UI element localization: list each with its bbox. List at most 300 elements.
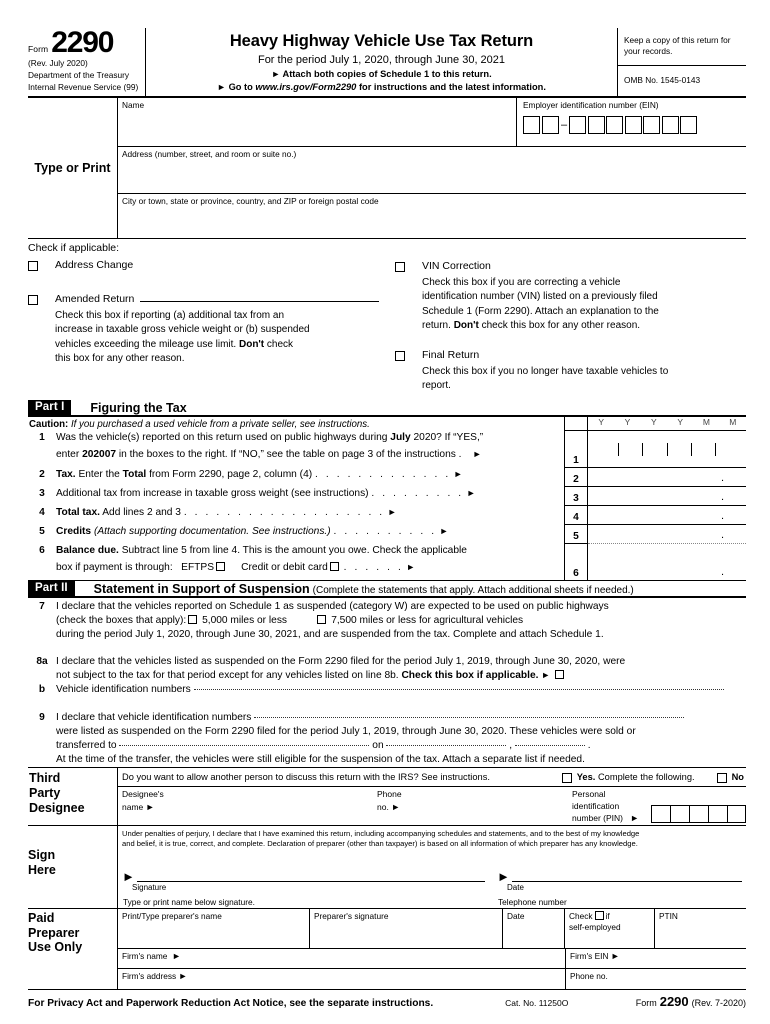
self-employed-if-label: if — [605, 911, 610, 922]
header-form-identity — [28, 28, 146, 96]
grid-num-4: 4 — [565, 506, 587, 525]
telephone-caption: Telephone number — [498, 897, 567, 908]
sign-label-line1: Sign — [28, 848, 56, 863]
transferred-to-writeline[interactable] — [119, 745, 369, 746]
tpd-label-line3: Designee — [29, 800, 85, 815]
preparer-signature-field[interactable] — [310, 909, 503, 948]
goto-instruction — [152, 82, 611, 92]
final-return-description — [422, 365, 738, 393]
part-2-body — [28, 600, 746, 767]
line-6-cont — [28, 561, 564, 580]
firm-name-caption: Firm's name — [122, 951, 168, 962]
decimal-dot: . — [720, 472, 724, 485]
paid-preparer-section — [28, 909, 746, 990]
designee-name-field[interactable] — [118, 787, 373, 825]
amended-desc-line2: increase in taxable gross vehicle weight or (b) suspended — [55, 324, 310, 336]
header-title-block — [146, 28, 618, 96]
name-caption: Name — [122, 100, 145, 111]
self-employed-check-label: Check — [569, 911, 593, 922]
ym-header-m2: M — [729, 417, 737, 428]
line-3-amount[interactable] — [588, 487, 746, 506]
preparer-name-field[interactable] — [118, 909, 310, 948]
tax-period: For the period July 1, 2020, through June 30, 2021 — [257, 54, 506, 66]
self-employed-field[interactable] — [565, 909, 655, 948]
line-9 — [28, 711, 746, 723]
ym-header-y4: Y — [677, 417, 683, 428]
arrow-icon: ► — [387, 507, 397, 518]
date-cell[interactable] — [618, 443, 642, 456]
third-party-no-label: No — [731, 772, 744, 783]
third-party-fields — [118, 787, 746, 825]
signature-writeline[interactable] — [137, 871, 485, 882]
transfer-date-writeline[interactable] — [386, 745, 506, 746]
ein-box[interactable] — [542, 116, 559, 134]
pin-boxes[interactable] — [651, 789, 746, 825]
taxpayer-fields — [118, 98, 746, 238]
address-change-checkbox[interactable] — [28, 261, 38, 271]
pin-box[interactable] — [670, 805, 689, 823]
grid-num-3: 3 — [565, 487, 587, 506]
ein-boxes[interactable] — [523, 116, 746, 134]
designee-name-caption-1: Designee's — [122, 789, 164, 800]
signature-line[interactable] — [122, 869, 485, 885]
ein-box[interactable] — [680, 116, 697, 134]
caution-label: Caution: — [29, 419, 69, 431]
line-9-label: I declare that vehicle identification numbers — [56, 712, 252, 724]
self-employed-label: self-employed — [569, 922, 621, 933]
sign-here-label — [28, 826, 118, 908]
line-9-cont-2 — [28, 753, 746, 765]
pin-box[interactable] — [689, 805, 708, 823]
line-8a — [28, 655, 746, 667]
sign-label-line2: Here — [28, 862, 56, 877]
third-party-yes-checkbox[interactable] — [562, 773, 572, 783]
footer-revision: (Rev. 7-2020) — [691, 998, 746, 1009]
ein-box[interactable] — [588, 116, 605, 134]
ym-header-y1: Y — [598, 417, 604, 428]
ein-box[interactable] — [523, 116, 540, 134]
line-6-amount[interactable] — [588, 544, 746, 580]
line-2-number: 2 — [39, 469, 45, 481]
line-8a-text-a: I declare that the vehicles listed as suspended on the Form 2290 filed for the period July 1, 2019, through June 30, 2020, were — [56, 656, 626, 668]
third-party-no-checkbox[interactable] — [717, 773, 727, 783]
year-month-header — [588, 417, 746, 431]
leader-dots: . . . . . . . . . . — [333, 526, 437, 538]
amended-return-row[interactable] — [28, 293, 379, 305]
firm-phone-field[interactable] — [566, 969, 746, 989]
part-2-note: (Complete the statements that apply. Attach additional sheets if needed.) — [312, 584, 634, 596]
check-column-left — [28, 242, 387, 393]
check-if-applicable-heading: Check if applicable: — [28, 242, 120, 255]
line-2-amount[interactable] — [588, 468, 746, 487]
line-4 — [28, 506, 564, 525]
miles-7500-label: 7,500 miles or less for agricultural vehicles — [331, 615, 524, 627]
line-1-text-a: Was the vehicle(s) reported on this return used on public highways during July 2020? If “YES,” — [56, 432, 484, 444]
line-8a-text-b: not subject to the tax for that period except for any vehicles listed on line 8b. Check this box if applicable. ► — [56, 669, 746, 681]
preparer-row-1 — [118, 909, 746, 949]
third-party-designee-body — [118, 768, 746, 825]
paid-preparer-label — [28, 909, 118, 989]
decimal-dot: . — [720, 566, 724, 579]
part-1-bar — [28, 400, 746, 417]
grid-num-6: 6 — [573, 568, 579, 580]
final-desc-line2: report. — [422, 380, 451, 392]
keep-copy-note: Keep a copy of this return for your records. — [618, 28, 746, 66]
header-omb-block — [618, 28, 746, 96]
preparer-signature-caption: Preparer's signature — [314, 911, 389, 922]
decimal-dot: . — [720, 491, 724, 504]
line-8b-writeline[interactable] — [194, 689, 724, 690]
form-word-label: Form — [28, 44, 49, 55]
paid-preparer-body — [118, 909, 746, 989]
line-5-amount[interactable] — [588, 525, 746, 544]
attach-instruction — [152, 69, 611, 79]
line-6-text-a: Balance due. Subtract line 5 from line 4. This is the amount you owe. Check the applicable — [56, 545, 467, 557]
vin-desc-line1: Check this box if you are correcting a vehicle — [422, 277, 621, 289]
amended-return-label: Amended Return — [55, 293, 135, 306]
city-field[interactable] — [118, 194, 746, 238]
line-9-number-spacer — [28, 725, 56, 737]
line-1-number-spacer — [28, 448, 56, 468]
type-or-print-section — [28, 98, 746, 239]
line-8b — [28, 683, 746, 695]
preparer-name-caption: Print/Type preparer's name — [122, 911, 222, 922]
signature-block — [122, 871, 497, 892]
signature-date-block — [497, 871, 742, 892]
pin-box[interactable] — [727, 805, 746, 823]
line-9-transfer — [28, 739, 746, 751]
line-8a-cont — [28, 669, 746, 681]
type-print-caption: Type or print name below signature. — [123, 897, 255, 908]
perjury-statement — [122, 829, 742, 849]
line-3-number: 3 — [39, 488, 45, 500]
footer-form-word: Form — [635, 998, 657, 1009]
transferred-to-label: transferred to — [56, 740, 117, 752]
perjury-line2: and belief, it is true, correct, and complete. Declaration of preparer (other than taxpayer) is based on all information of which preparer has any knowledge. — [122, 839, 638, 849]
arrow-icon: ► — [391, 801, 401, 812]
ein-box[interactable] — [625, 116, 642, 134]
check-column-right — [387, 242, 746, 393]
arrow-icon: ► — [472, 449, 482, 460]
signature-rows — [122, 871, 742, 892]
line-7-number: 7 — [39, 601, 45, 613]
date-caption: Date — [507, 883, 524, 893]
goto-prefix: Go to — [228, 82, 256, 92]
dept-line-1: Department of the Treasury — [28, 70, 129, 80]
line-3-text: Additional tax from increase in taxable gross weight (see instructions) . . . . . . . . . ► — [56, 488, 476, 500]
part-2-tag: Part II — [28, 581, 75, 596]
arrow-icon: ► — [271, 69, 281, 79]
designee-name-caption-2: name ► — [122, 801, 155, 812]
firm-name-field[interactable] — [118, 949, 566, 968]
miles-7500-checkbox[interactable] — [317, 615, 326, 624]
attach-instruction-text: Attach both copies of Schedule 1 to this return. — [282, 69, 492, 79]
footer-form-number: 2290 — [659, 994, 689, 1010]
vin-correction-label: VIN Correction — [422, 260, 491, 273]
caution-text: If you purchased a used vehicle from a private seller, see instructions. — [68, 419, 370, 431]
firm-address-caption: Firm's address — [122, 971, 177, 982]
part-1-body — [28, 417, 746, 581]
sign-here-section — [28, 826, 746, 909]
ym-header-y2: Y — [624, 417, 631, 428]
final-desc-line1: Check this box if you no longer have taxable vehicles to — [422, 365, 669, 377]
address-change-row[interactable] — [28, 259, 379, 271]
credit-debit-card-checkbox[interactable] — [330, 562, 339, 571]
line-1-date-entry[interactable] — [588, 431, 746, 468]
preparer-date-caption: Date — [507, 911, 525, 922]
line-6-payment-options: box if payment is through: EFTPS Credit or debit card . . . . . . ► — [56, 562, 416, 574]
signature-footer — [122, 892, 742, 907]
line-8b-entry — [56, 683, 746, 695]
final-return-checkbox[interactable] — [395, 351, 405, 361]
amended-return-checkbox[interactable] — [28, 295, 38, 305]
arrow-icon: ► — [217, 82, 226, 92]
amended-return-writeline[interactable] — [140, 301, 379, 302]
line-3 — [28, 487, 564, 506]
line-7-mileage-options: (check the boxes that apply): 5,000 miles or less 7,500 miles or less for agricultural vehicles — [56, 615, 524, 627]
date-cell[interactable] — [595, 443, 618, 456]
name-ein-row — [118, 98, 746, 147]
date-cells[interactable] — [588, 431, 746, 467]
grid-num-2: 2 — [565, 468, 587, 487]
ptin-field[interactable] — [655, 909, 746, 948]
final-return-label: Final Return — [422, 348, 480, 361]
privacy-notice: For Privacy Act and Paperwork Reduction Act Notice, see the separate instructions. — [28, 998, 434, 1010]
line-2 — [28, 468, 564, 487]
form-footer — [28, 990, 746, 1009]
line-8a-number-spacer — [28, 669, 56, 681]
decimal-dot: . — [720, 510, 724, 523]
numcol-header-spacer — [565, 417, 587, 431]
ein-caption: Employer identification number (EIN) — [523, 100, 659, 111]
form-revision: (Rev. July 2020) — [28, 58, 88, 69]
vin-desc-line2: identification number (VIN) listed on a previously filed — [422, 291, 658, 303]
line-7 — [28, 600, 746, 612]
spacer — [28, 271, 379, 293]
line-9-cont-1 — [28, 725, 746, 737]
name-field[interactable] — [118, 98, 517, 146]
designee-phone-field[interactable] — [373, 787, 568, 825]
pin-caption-1: Personal identification — [572, 789, 620, 811]
vin-correction-checkbox[interactable] — [395, 262, 405, 272]
leader-dots: . . . . . . . . . . . . . . . . . . . — [183, 507, 385, 519]
arrow-icon: ► — [172, 951, 181, 962]
arrow-icon: ► — [630, 813, 640, 824]
triangle-pointer-icon: ► — [122, 869, 135, 885]
eftps-label: EFTPS — [181, 562, 214, 574]
goto-suffix: for instructions and the latest information. — [356, 82, 546, 92]
grid-num-5: 5 — [565, 525, 587, 544]
pin-captions — [572, 789, 647, 825]
amended-return-description — [55, 309, 379, 366]
vin-correction-row[interactable] — [395, 260, 738, 272]
vin-desc-line4: return. Don't check this box for any other reason. — [422, 319, 641, 331]
caution-note — [28, 417, 564, 431]
line-9-transfer-entry: transferred to on , . — [56, 740, 591, 752]
ein-box[interactable] — [662, 116, 679, 134]
amended-desc-line1: Check this box if reporting (a) additional tax from an — [55, 310, 284, 322]
omb-number: OMB No. 1545-0143 — [624, 74, 701, 85]
check-if-applicable-section — [28, 239, 746, 393]
part-2-bar — [28, 581, 746, 598]
line-7-number-spacer2 — [28, 628, 56, 640]
amended-desc-line4: this box for any other reason. — [55, 352, 185, 364]
part-2-title: Statement in Support of Suspension — [93, 582, 310, 597]
tpd-label-line2: Party — [29, 785, 61, 800]
triangle-pointer-icon: ► — [497, 869, 510, 885]
firm-address-field[interactable] — [118, 969, 566, 989]
spacer — [395, 333, 738, 349]
line-1 — [28, 431, 564, 448]
arrow-icon: ► — [541, 670, 551, 681]
ptin-caption: PTIN — [659, 911, 678, 922]
firm-phone-caption: Phone no. — [570, 971, 608, 982]
line-7-number-spacer — [28, 614, 56, 626]
date-cell[interactable] — [667, 443, 691, 456]
preparer-row-2 — [118, 949, 746, 969]
part-1-lines — [28, 417, 564, 580]
third-party-designee-section — [28, 767, 746, 826]
arrow-icon: ► — [439, 526, 449, 537]
preparer-date-field[interactable] — [503, 909, 565, 948]
line-1-number: 1 — [39, 432, 45, 444]
line-2-text: Tax. Enter the Total from Form 2290, page 2, column (4) . . . . . . . . . . . . . ► — [56, 469, 463, 481]
pp-label-line3: Use Only — [28, 940, 83, 955]
line-7-text-a: I declare that the vehicles reported on Schedule 1 as suspended (category W) are expected to be used on public highways — [56, 601, 609, 613]
line-8a-number: 8a — [36, 656, 48, 668]
eftps-checkbox[interactable] — [216, 562, 225, 571]
arrow-icon: ► — [466, 488, 476, 499]
ein-dash: – — [561, 119, 568, 132]
line-7-cont — [28, 628, 746, 640]
line-9-text-d: At the time of the transfer, the vehicles were still eligible for the suspension of the tax. Attach a separate list if needed. — [56, 754, 585, 766]
irs-form-link[interactable]: www.irs.gov/Form2290 — [255, 82, 357, 92]
arrow-icon: ► — [453, 469, 463, 480]
pp-label-line2: Preparer — [28, 925, 80, 940]
miles-5000-checkbox[interactable] — [188, 615, 197, 624]
date-cell[interactable] — [642, 443, 666, 456]
pin-box[interactable] — [651, 805, 670, 823]
firm-ein-field[interactable] — [566, 949, 746, 968]
line-8b-number: b — [38, 684, 46, 696]
pin-box[interactable] — [708, 805, 727, 823]
leader-dots: . . . . . . . . . . . . . — [314, 469, 451, 481]
spacer — [28, 640, 746, 653]
designee-phone-caption-2: no. ► — [377, 801, 401, 812]
amended-return-entry — [55, 293, 379, 305]
line-9-number: 9 — [39, 712, 45, 724]
line-1-cont — [28, 448, 564, 468]
vin-desc-line3: Schedule 1 (Form 2290). Attach an explanation to the — [422, 305, 659, 317]
pp-label-line1: Paid — [28, 911, 55, 926]
line-4-number: 4 — [39, 507, 45, 519]
perjury-line1: Under penalties of perjury, I declare that I have examined this return, including accompanying schedules and statements, and to the best of my knowledge — [122, 829, 640, 839]
dept-line-2: Internal Revenue Service (99) — [28, 81, 139, 92]
credit-debit-card-label: Credit or debit card — [241, 562, 328, 574]
line-9-number-spacer3 — [28, 753, 56, 765]
ein-box[interactable] — [569, 116, 586, 134]
preparer-row-3 — [118, 969, 746, 989]
line-9-number-spacer2 — [28, 739, 56, 751]
arrow-icon: ► — [406, 562, 416, 573]
spacer — [28, 695, 746, 709]
arrow-icon: ► — [610, 951, 620, 962]
ym-header-m1: M — [702, 417, 711, 428]
line-9-text-a — [56, 711, 746, 723]
line-8a-checkbox[interactable] — [555, 670, 564, 679]
line-5 — [28, 525, 564, 544]
vin-correction-description — [422, 276, 738, 333]
ein-box[interactable] — [643, 116, 660, 134]
date-cell[interactable] — [691, 443, 715, 456]
date-line[interactable] — [497, 869, 742, 885]
grid-num-1: 1 — [565, 431, 587, 468]
line-4-amount[interactable] — [588, 506, 746, 525]
catalog-number: Cat. No. 11250O — [505, 998, 569, 1009]
page-title: Heavy Highway Vehicle Use Tax Return — [229, 32, 534, 50]
footer-form-identity — [636, 994, 746, 1009]
leader-dots: . . . . . . — [343, 562, 404, 574]
line-1-text-b: enter 202007 in the boxes to the right. If “NO,” see the table on page 3 of the instructions . ► — [56, 449, 482, 461]
firm-ein-caption: Firm's EIN — [570, 951, 609, 962]
third-party-yes-label: Yes. Complete the following. — [576, 772, 695, 783]
part-1-amount-boxes — [588, 417, 746, 580]
form-header — [28, 28, 746, 98]
ein-box[interactable] — [606, 116, 623, 134]
part-1-tag: Part I — [28, 400, 71, 415]
city-caption: City or town, state or province, country, and ZIP or foreign postal code — [122, 196, 379, 207]
line-9-vin-writeline[interactable] — [254, 717, 684, 718]
amended-desc-line3: vehicles exceeding the mileage use limit. Don't check — [55, 338, 294, 350]
final-return-row[interactable] — [395, 349, 738, 361]
leader-dots — [464, 449, 469, 460]
date-writeline[interactable] — [512, 871, 742, 882]
line-6-number-spacer — [28, 561, 56, 580]
ein-field[interactable] — [517, 98, 746, 146]
designee-pin-field[interactable] — [568, 787, 746, 825]
line-6-number: 6 — [39, 545, 45, 557]
third-party-question: Do you want to allow another person to discuss this return with the IRS? See instructions. — [122, 772, 490, 783]
signature-caption: Signature — [132, 883, 167, 893]
address-caption: Address (number, street, and room or suite no.) — [122, 149, 297, 160]
self-employed-checkbox[interactable] — [595, 911, 604, 920]
type-or-print-label — [28, 98, 118, 238]
part-1-amount-grid — [564, 417, 746, 580]
line-6 — [28, 544, 564, 561]
part-1-title: Figuring the Tax — [90, 401, 187, 416]
address-change-label: Address Change — [55, 259, 134, 272]
tpd-label-line1: Third — [29, 771, 61, 786]
decimal-dot: . — [720, 529, 724, 542]
form-number: 2290 — [51, 26, 114, 59]
ym-header-y3: Y — [650, 417, 657, 428]
line-5-text: Credits (Attach supporting documentation. See instructions.) . . . . . . . . . . ► — [56, 526, 449, 538]
third-party-designee-label — [28, 768, 118, 825]
date-cell[interactable] — [715, 443, 739, 456]
address-field[interactable] — [118, 147, 746, 194]
type-or-print-label-text: Type or Print — [34, 161, 111, 176]
line-8b-label: Vehicle identification numbers — [56, 684, 191, 696]
arrow-icon: ► — [145, 801, 155, 812]
part-1-line-numbers — [565, 417, 588, 580]
third-party-question-row — [118, 768, 746, 787]
arrow-icon: ► — [178, 971, 188, 982]
line-9-text-b: were listed as suspended on the Form 2290 filed for the period July 1, 2019, through June 30, 2020. These vehicles were sold or — [56, 726, 636, 738]
line-4-text: Total tax. Add lines 2 and 3 . . . . . . . . . . . . . . . . . . . ► — [56, 507, 397, 519]
transfer-year-writeline[interactable] — [515, 745, 585, 746]
sign-here-body — [118, 826, 746, 908]
line-7-text-c: during the period July 1, 2020, through June 30, 2021, and are suspended from the tax. Complete and attach Schedule 1. — [56, 629, 604, 641]
